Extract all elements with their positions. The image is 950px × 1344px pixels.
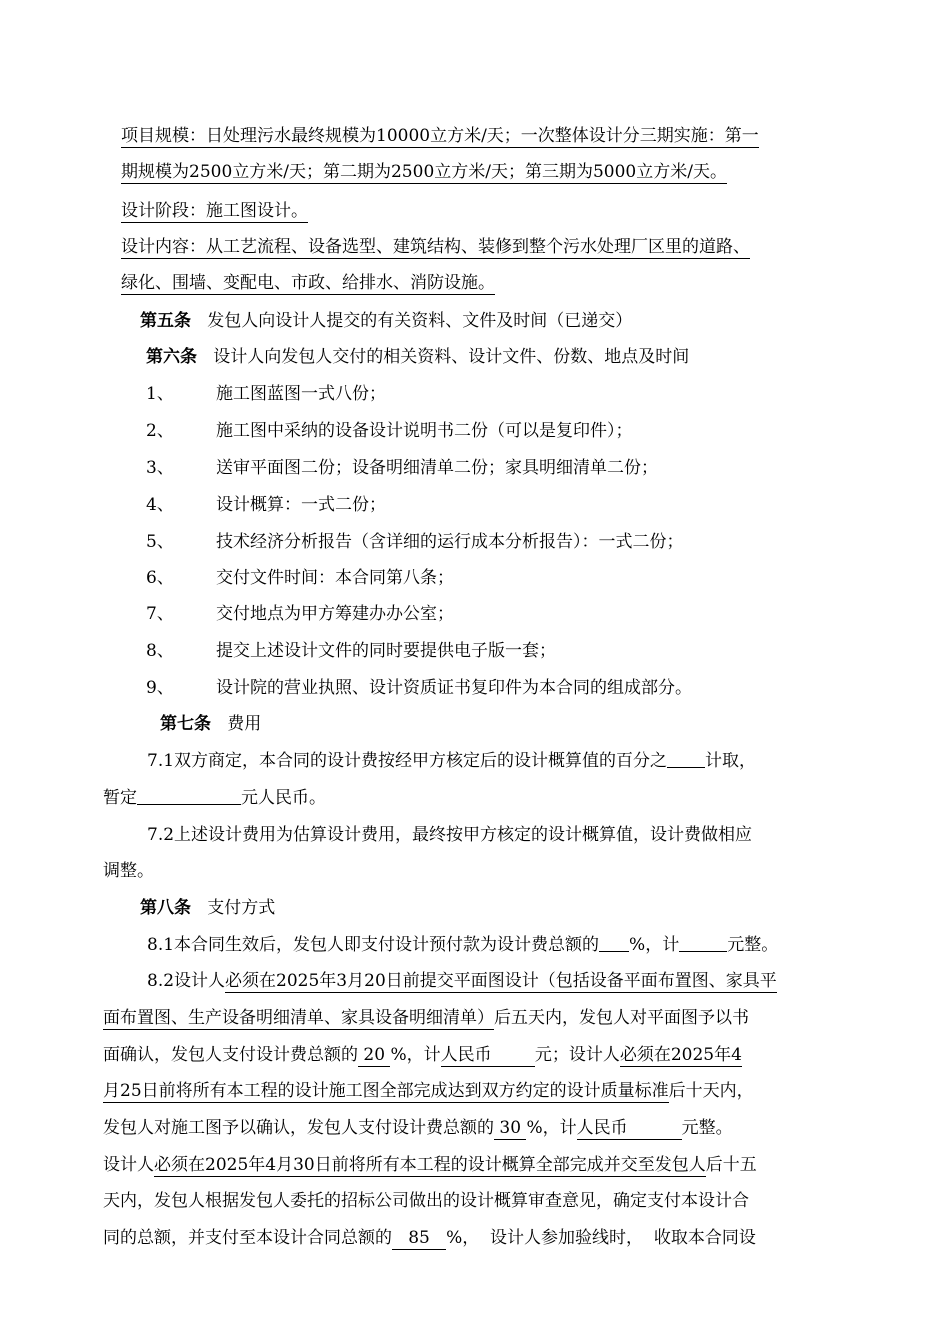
project-stage: 设计阶段：施工图设计。 [121,201,308,221]
list-item: 9、 设计院的营业执照、设计资质证书复印件为本合同的组成部分。 [146,678,692,698]
list-item: 6、 交付文件时间：本合同第八条； [146,568,454,588]
list-item: 2、 施工图中采纳的设备设计说明书二份（可以是复印件）； [146,421,633,441]
article-8-title: 支付方式 [207,898,276,918]
article-5 [140,309,632,333]
list-item: 4、 设计概算：一式二份； [146,495,386,515]
blank-amount [137,788,241,805]
article-7-label: 第七条 [160,714,211,734]
article-8-2-line8: 同的总额，并支付至本设计合同总额的 85 %， 设计人参加验线时， 收取本合同设 [103,1228,756,1248]
blank-amount [679,935,727,952]
project-scale-line2: 期规模为2500立方米/天；第二期为2500立方米/天；第三期为5000立方米/天。 [121,162,727,182]
article-8-2-line7: 天内，发包人根据发包人委托的招标公司做出的设计概算审查意见，确定支付本设计合 [103,1191,749,1211]
article-8-2-line6: 设计人必须在2025年4月30日前将所有本工程的设计概算全部完成并交至发包人后十五 [103,1155,757,1175]
article-7-2-line1: 7.2上述设计费用为估算设计费用，最终按甲方核定的设计概算值，设计费做相应 [147,825,753,845]
list-item: 1、 施工图蓝图一式八份； [146,384,386,404]
blank-percent [667,751,705,768]
article-8-2-line3: 面确认，发包人支付设计费总额的 20 %，计人民币 元；设计人必须在2025年4 [103,1045,742,1065]
article-8-2-line5: 发包人对施工图予以确认，发包人支付设计费总额的 30 %，计人民币 元整。 [103,1118,733,1138]
article-5-label: 第五条 [140,311,191,331]
article-8-1: 8.1本合同生效后，发包人即支付设计预付款为设计费总额的 %，计 元整。 [147,935,779,955]
list-item: 8、 提交上述设计文件的同时要提供电子版一套； [146,641,556,661]
article-7-title: 费用 [227,714,262,734]
project-scale-line1: 项目规模：日处理污水最终规模为10000立方米/天；一次整体设计分三期实施：第一 [121,126,759,146]
article-8-2-line1: 8.2设计人必须在2025年3月20日前提交平面图设计（包括设备平面布置图、家具平 [147,971,777,991]
article-6-text: 设计人向发包人交付的相关资料、设计文件、份数、地点及时间 [213,347,690,367]
article-8-2-line4: 月25日前将所有本工程的设计施工图全部完成达到双方约定的设计质量标准后十天内， [103,1081,754,1101]
list-item: 5、 技术经济分析报告（含详细的运行成本分析报告）：一式二份； [146,532,684,552]
blank-percent [599,935,629,952]
article-7-2-line2: 调整。 [103,861,154,881]
article-8-label: 第八条 [140,898,191,918]
list-item: 7、 交付地点为甲方筹建办办公室； [146,604,454,624]
article-5-text: 发包人向设计人提交的有关资料、文件及时间（已递交） [207,311,633,331]
article-7 [160,712,261,736]
project-content-line2: 绿化、围墙、变配电、市政、给排水、消防设施。 [121,273,495,293]
list-item: 3、 送审平面图二份；设备明细清单二份；家具明细清单二份； [146,458,658,478]
project-content-line1: 设计内容：从工艺流程、设备选型、建筑结构、装修到整个污水处理厂区里的道路、 [121,237,750,257]
article-6 [146,345,689,369]
article-7-1-line2: 暂定 元人民币。 [103,788,326,808]
article-8-2-line2: 面布置图、生产设备明细清单、家具设备明细清单）后五天内，发包人对平面图予以书 [103,1008,749,1028]
article-6-label: 第六条 [146,347,197,367]
article-8 [140,896,275,920]
article-7-1-line1: 7.1双方商定，本合同的设计费按经甲方核定后的设计概算值的百分之 计取， [147,751,757,771]
